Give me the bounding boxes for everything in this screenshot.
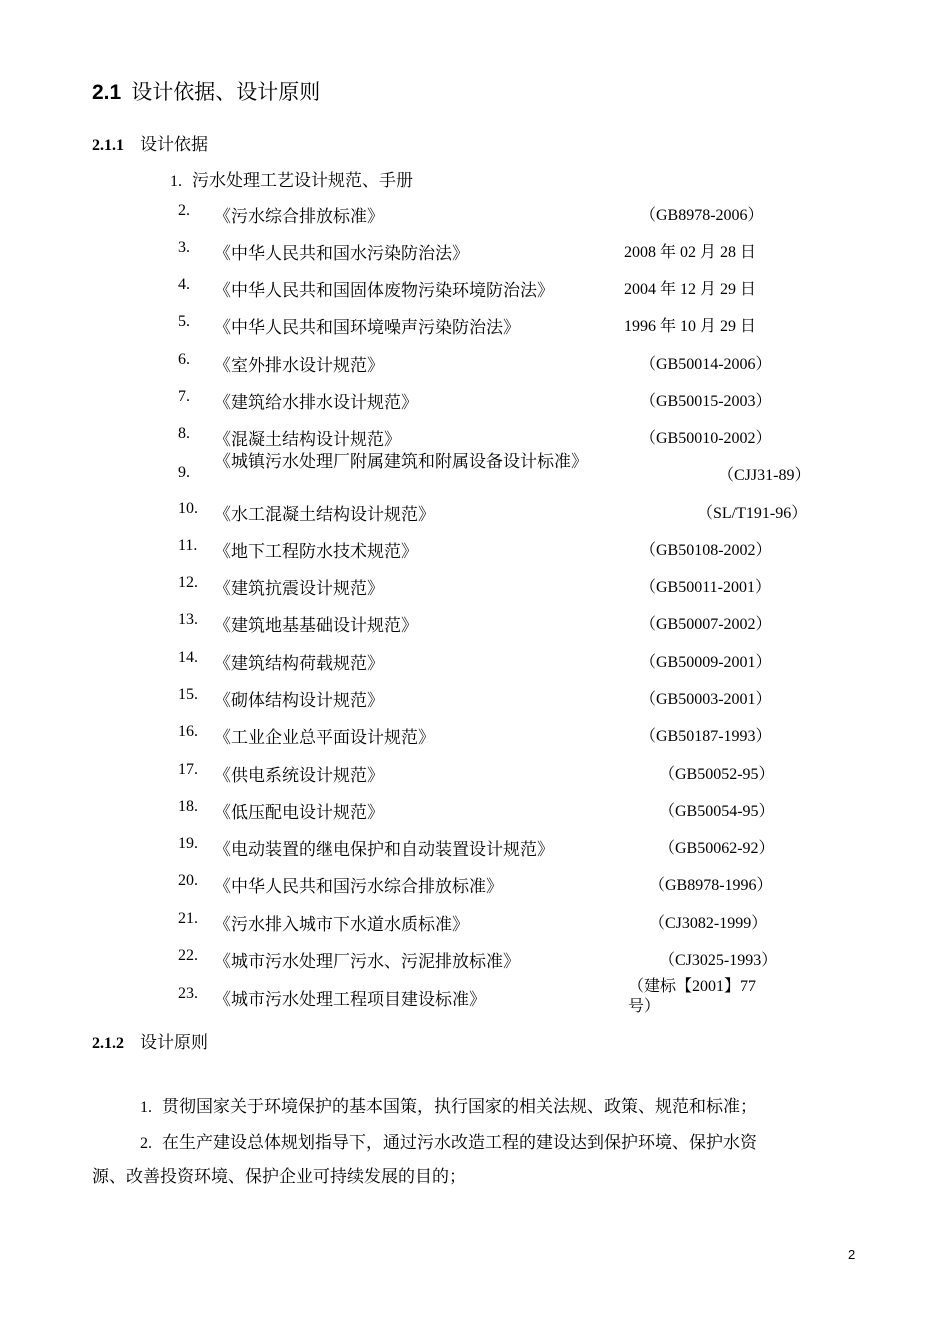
subsection-heading-principles: [92, 1028, 208, 1053]
reference-number: 14.: [178, 649, 198, 666]
reference-title: 《建筑抗震设计规范》: [214, 579, 384, 599]
reference-number: 7.: [178, 388, 190, 405]
subsection-number: 2.1.1: [92, 137, 124, 154]
reference-code: （GB50009-2001）: [640, 654, 772, 671]
reference-number: 4.: [178, 276, 190, 293]
reference-code: 2004 年 12 月 29 日: [624, 281, 757, 298]
reference-item: [0, 425, 950, 455]
reference-item: [0, 978, 950, 1015]
reference-item: [0, 835, 950, 865]
reference-title: 《中华人民共和国水污染防治法》: [214, 244, 469, 264]
reference-code: （GB50062-92）: [659, 840, 775, 857]
reference-number: 13.: [178, 611, 198, 628]
reference-title: 《室外排水设计规范》: [214, 356, 384, 376]
list-item-number: 1.: [170, 173, 182, 190]
reference-item: [0, 388, 950, 418]
reference-item: [0, 872, 950, 902]
reference-code: （SL/T191-96）: [697, 505, 808, 522]
reference-code: （GB50003-2001）: [640, 691, 772, 708]
reference-number: 22.: [178, 947, 198, 964]
subsection-title: 设计原则: [140, 1033, 208, 1053]
principle-continuation: [92, 1162, 466, 1187]
reference-number: 18.: [178, 798, 198, 815]
subsection-number: 2.1.2: [92, 1035, 124, 1052]
reference-title: 《中华人民共和国环境噪声污染防治法》: [214, 318, 520, 338]
reference-number: 6.: [178, 351, 190, 368]
reference-code: 2008 年 02 月 28 日: [624, 244, 757, 261]
reference-code: （建标【2001】77 号）: [628, 978, 757, 1015]
principle-number: 2.: [140, 1135, 152, 1152]
reference-item: [0, 611, 950, 641]
reference-code: （CJ3082-1999）: [649, 915, 768, 932]
reference-item: [0, 649, 950, 679]
principle-text: 源、改善投资环境、保护企业可持续发展的目的；: [92, 1167, 466, 1187]
reference-title: 《低压配电设计规范》: [214, 803, 384, 823]
reference-title: 《水工混凝土结构设计规范》: [214, 505, 435, 525]
reference-item: [0, 798, 950, 828]
reference-title: 《城市污水处理工程项目建设标准》: [214, 990, 486, 1010]
reference-item: [0, 202, 950, 232]
reference-item: [0, 313, 950, 343]
principle-item: [140, 1128, 757, 1153]
reference-title: 《建筑给水排水设计规范》: [214, 393, 418, 413]
reference-item: [0, 452, 950, 492]
reference-code: （GB50010-2002）: [640, 430, 772, 447]
reference-title: 《混凝土结构设计规范》: [214, 430, 401, 450]
reference-item: [0, 686, 950, 716]
principle-text: 在生产建设总体规划指导下，通过污水改造工程的建设达到保护环境、保护水资: [162, 1133, 757, 1153]
reference-number: 16.: [178, 723, 198, 740]
principle-item: [140, 1092, 757, 1117]
reference-title: 《供电系统设计规范》: [214, 766, 384, 786]
reference-item: [0, 910, 950, 940]
reference-number: 9.: [178, 464, 190, 481]
reference-item: [0, 351, 950, 381]
reference-item: [0, 723, 950, 753]
reference-title: 《污水综合排放标准》: [214, 207, 384, 227]
reference-number: 20.: [178, 872, 198, 889]
reference-title: 《地下工程防水技术规范》: [214, 542, 418, 562]
reference-number: 23.: [178, 985, 198, 1002]
reference-title: 《建筑结构荷载规范》: [214, 654, 384, 674]
reference-code: （GB50108-2002）: [640, 542, 772, 559]
reference-item: [0, 947, 950, 977]
reference-number: 8.: [178, 425, 190, 442]
reference-code: （CJ3025-1993）: [659, 952, 778, 969]
reference-item: [0, 500, 950, 530]
section-heading: [92, 76, 320, 106]
reference-code: （GB50187-1993）: [640, 728, 772, 745]
reference-code: （GB50052-95）: [659, 766, 775, 783]
reference-item: [0, 239, 950, 269]
reference-number: 5.: [178, 313, 190, 330]
section-number: 2.1: [92, 81, 122, 104]
reference-number: 19.: [178, 835, 198, 852]
reference-title: 《城市污水处理厂污水、污泥排放标准》: [214, 952, 520, 972]
reference-code: （GB50011-2001）: [640, 579, 771, 596]
reference-code: （GB50007-2002）: [640, 616, 772, 633]
reference-code: （GB8978-2006）: [640, 207, 764, 224]
reference-item: [0, 574, 950, 604]
reference-number: 21.: [178, 910, 198, 927]
subsection-title: 设计依据: [140, 135, 208, 155]
reference-title: 《砌体结构设计规范》: [214, 691, 384, 711]
reference-item: [0, 761, 950, 791]
reference-title: 《建筑地基基础设计规范》: [214, 616, 418, 636]
reference-title: 《工业企业总平面设计规范》: [214, 728, 435, 748]
principle-number: 1.: [140, 1099, 152, 1116]
list-item: [170, 166, 413, 191]
reference-code: 1996 年 10 月 29 日: [624, 318, 757, 335]
reference-title: 《中华人民共和国污水综合排放标准》: [214, 877, 503, 897]
reference-code: （GB50015-2003）: [640, 393, 772, 410]
reference-code: （GB8978-1996）: [649, 877, 773, 894]
reference-number: 2.: [178, 202, 190, 219]
reference-number: 10.: [178, 500, 198, 517]
reference-title: 《污水排入城市下水道水质标准》: [214, 915, 469, 935]
principle-text: 贯彻国家关于环境保护的基本国策，执行国家的相关法规、政策、规范和标准；: [162, 1097, 757, 1117]
reference-title: 《城镇污水处理厂附属建筑和附属设备设计标准》: [214, 452, 588, 472]
reference-code: （CJJ31-89）: [718, 467, 811, 484]
reference-number: 11.: [178, 537, 198, 554]
list-item-text: 污水处理工艺设计规范、手册: [192, 171, 413, 191]
reference-number: 12.: [178, 574, 198, 591]
reference-title: 《电动装置的继电保护和自动装置设计规范》: [214, 840, 554, 860]
reference-title: 《中华人民共和国固体废物污染环境防治法》: [214, 281, 554, 301]
section-title: 设计依据、设计原则: [131, 80, 321, 104]
reference-code: （GB50054-95）: [659, 803, 775, 820]
reference-code: （GB50014-2006）: [640, 356, 772, 373]
reference-item: [0, 537, 950, 567]
reference-number: 3.: [178, 239, 190, 256]
reference-number: 17.: [178, 761, 198, 778]
reference-item: [0, 276, 950, 306]
reference-number: 15.: [178, 686, 198, 703]
page-number: 2: [848, 1247, 856, 1262]
subsection-heading-basis: [92, 130, 208, 155]
